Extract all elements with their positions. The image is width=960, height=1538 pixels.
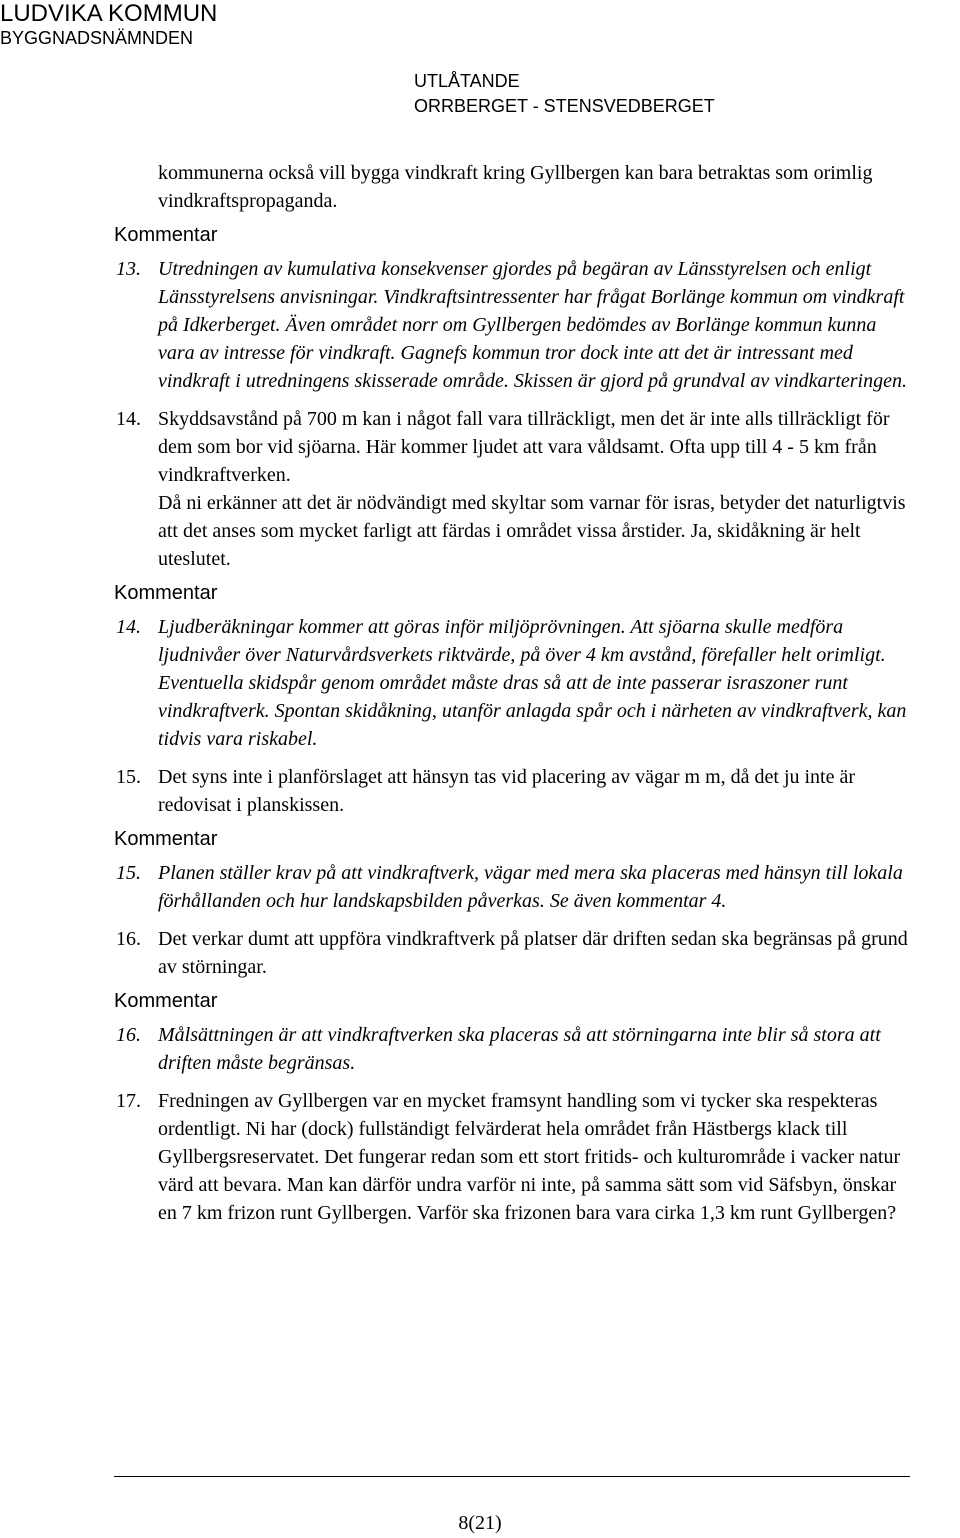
item-14 xyxy=(116,405,910,489)
document-type: UTLÅTANDE xyxy=(414,71,520,91)
comment-heading: Kommentar xyxy=(114,990,218,1012)
intro-paragraph: kommunerna också vill bygga vindkraft kring Gyllbergen kan bara betraktas som orimlig vindkraftspropaganda. xyxy=(158,162,873,212)
footer-divider xyxy=(114,1476,910,1477)
item-16 xyxy=(116,925,910,981)
comment-heading: Kommentar xyxy=(114,224,218,246)
item-text: Det syns inte i planförslaget att hänsyn tas vid placering av vägar m m, då det ju inte är redovisat i planskissen. xyxy=(158,766,856,816)
comment-14-continued: Eventuella skidspår genom området måste dras så att de inte passerar israszoner runt vindkraftverk. Spontan skidåkning, utanför anlagda spår och i närheten av vindkraftverk, kan tidvis vara riskabel. xyxy=(158,672,907,750)
page-number: 8(21) xyxy=(458,1512,502,1534)
item-14-continued: Då ni erkänner att det är nödvändigt med skyltar som varnar för isras, betyder det naturligtvis att det anses som mycket farligt att färdas i området vissa årstider. Ja, skidåkning är helt uteslutet. xyxy=(158,492,906,570)
comment-15 xyxy=(116,859,910,915)
item-number: 15. xyxy=(116,766,141,788)
item-number: 17. xyxy=(116,1090,141,1112)
comment-text: Ljudberäkningar kommer att göras inför miljöprövningen. Att sjöarna skulle medföra ljudnivåer över Naturvårdsverkets riktvärde, på över 4 km avstånd, förefaller helt orimligt. xyxy=(158,616,886,666)
comment-13 xyxy=(116,255,910,395)
comment-text: Planen ställer krav på att vindkraftverk, vägar med mera ska placeras med hänsyn till lokala förhållanden och hur landskapsbilden påverkas. Se även kommentar 4. xyxy=(158,862,903,912)
item-number: 16. xyxy=(116,928,141,950)
comment-text: Utredningen av kumulativa konsekvenser gjordes på begäran av Länsstyrelsen och enligt Länsstyrelsens anvisningar. Vindkraftsintressenter har frågat Borlänge kommun om vindkraft på Idkerberget. Även området norr om Gyllbergen bedömdes av Borlänge kommun kunna vara av intresse för vindkraft. Gagnefs kommun tror dock inte att det är intressant med vindkraft i utredningens skisserade område. Skissen är gjord på grundval av vindkarteringen. xyxy=(158,258,907,392)
item-number: 13. xyxy=(116,258,141,280)
item-15 xyxy=(116,763,910,819)
item-number: 16. xyxy=(116,1024,141,1046)
item-text: Fredningen av Gyllbergen var en mycket framsynt handling som vi tycker ska respekteras ordentligt. Ni har (dock) fullständigt felvärderat hela området från Hästbergs klack till Gyllbergsreservatet. Det fungerar redan som ett stort fritids- och kulturområde i vacker natur värd att bevara. Man kan därför undra varför ni inte, på samma sätt som vid Säfsbyn, önskar en 7 km frizon runt Gyllbergen. Varför ska frizonen bara vara cirka 1,3 km runt Gyllbergen? xyxy=(158,1090,901,1224)
item-text: Skyddsavstånd på 700 m kan i något fall vara tillräckligt, men det är inte alls tillräckligt för dem som bor vid sjöarna. Här kommer ljudet att vara våldsamt. Ofta upp till 4 - 5 km från vindkraftverken. xyxy=(158,408,890,486)
item-17 xyxy=(116,1087,910,1227)
comment-16 xyxy=(116,1021,910,1077)
organization-name: LUDVIKA KOMMUN xyxy=(0,0,218,27)
document-body xyxy=(0,159,960,1227)
item-number: 15. xyxy=(116,862,141,884)
page-header xyxy=(0,0,960,130)
document-title: ORRBERGET - STENSVEDBERGET xyxy=(414,96,715,116)
item-text: Det verkar dumt att uppföra vindkraftverk på platser där driften sedan ska begränsas på grund av störningar. xyxy=(158,928,908,978)
comment-text: Målsättningen är att vindkraftverken ska placeras så att störningarna inte blir så stora att driften måste begränsas. xyxy=(158,1024,881,1074)
item-number: 14. xyxy=(116,616,141,638)
department-name: BYGGNADSNÄMNDEN xyxy=(0,28,194,48)
comment-heading: Kommentar xyxy=(114,828,218,850)
comment-heading: Kommentar xyxy=(114,582,218,604)
comment-14 xyxy=(116,613,910,669)
item-number: 14. xyxy=(116,408,141,430)
